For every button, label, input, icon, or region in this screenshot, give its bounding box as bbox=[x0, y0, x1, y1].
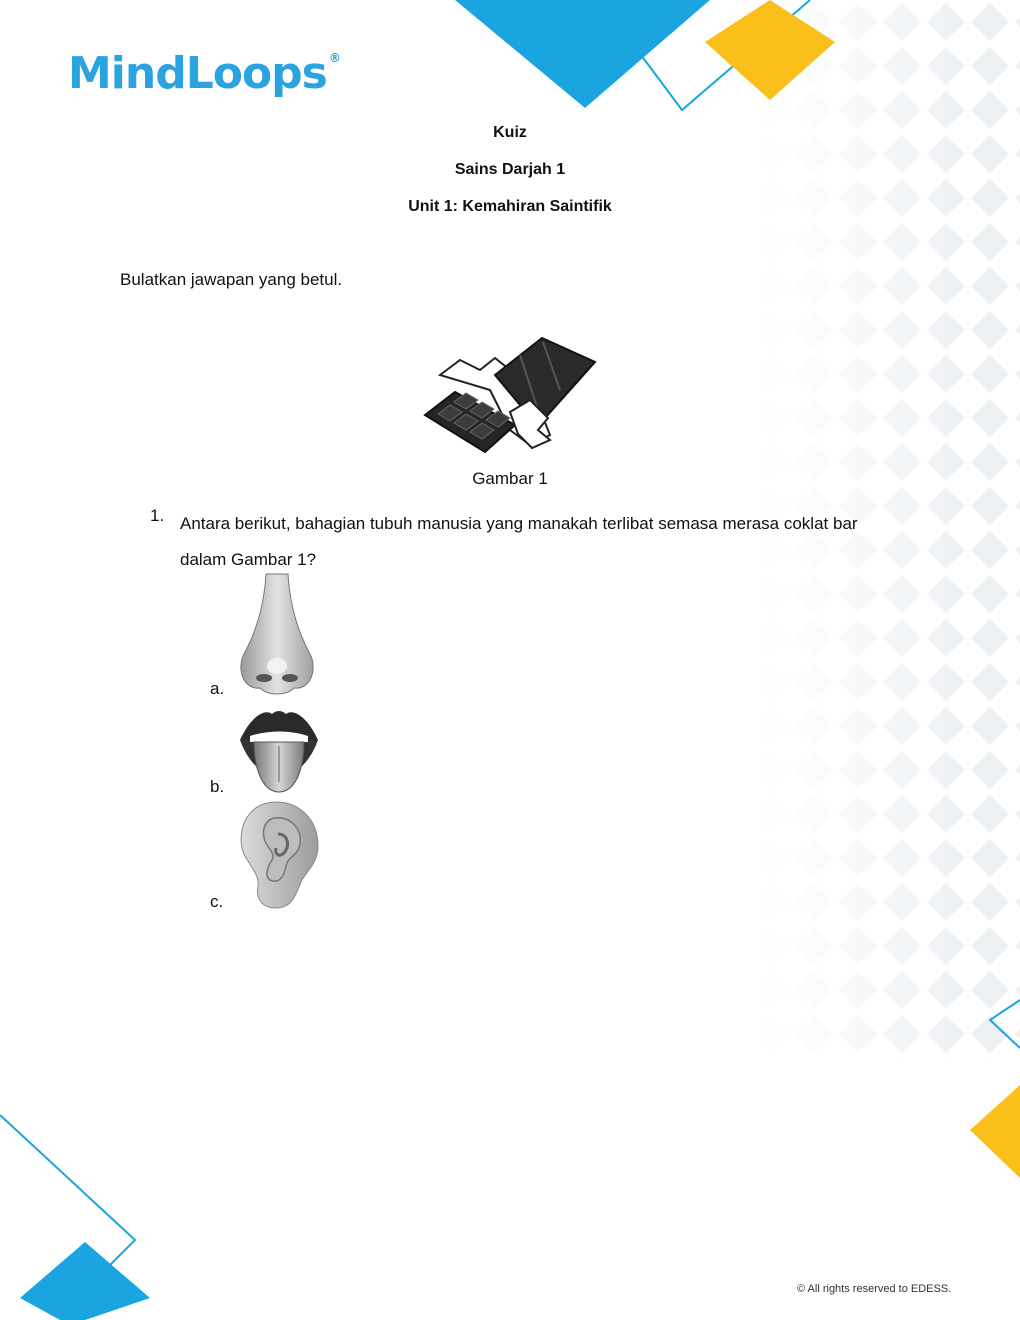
figure-caption: Gambar 1 bbox=[472, 469, 548, 488]
option-b-label[interactable]: b. bbox=[210, 777, 225, 796]
unit-title: Unit 1: Kemahiran Saintifik bbox=[408, 198, 612, 215]
question-text: Antara berikut, bahagian tubuh manusia yang manakah terlibat semasa merasa coklat bar dalam Gambar 1? bbox=[180, 514, 858, 569]
instruction-text: Bulatkan jawapan yang betul. bbox=[120, 270, 343, 289]
ear-icon[interactable] bbox=[238, 800, 320, 910]
copyright-footer: © All rights reserved to EDESS. bbox=[797, 1283, 952, 1295]
option-c-label[interactable]: c. bbox=[210, 892, 224, 911]
subject-title: Sains Darjah 1 bbox=[454, 161, 566, 178]
question-number: 1. bbox=[150, 506, 165, 525]
option-a-label[interactable]: a. bbox=[210, 679, 225, 698]
nose-icon[interactable] bbox=[238, 572, 316, 696]
tongue-icon[interactable] bbox=[238, 700, 320, 794]
mindloops-logo: MindLoops ® bbox=[68, 48, 340, 99]
chocolate-bar-icon bbox=[420, 330, 600, 458]
quiz-title: Kuiz bbox=[493, 124, 527, 141]
